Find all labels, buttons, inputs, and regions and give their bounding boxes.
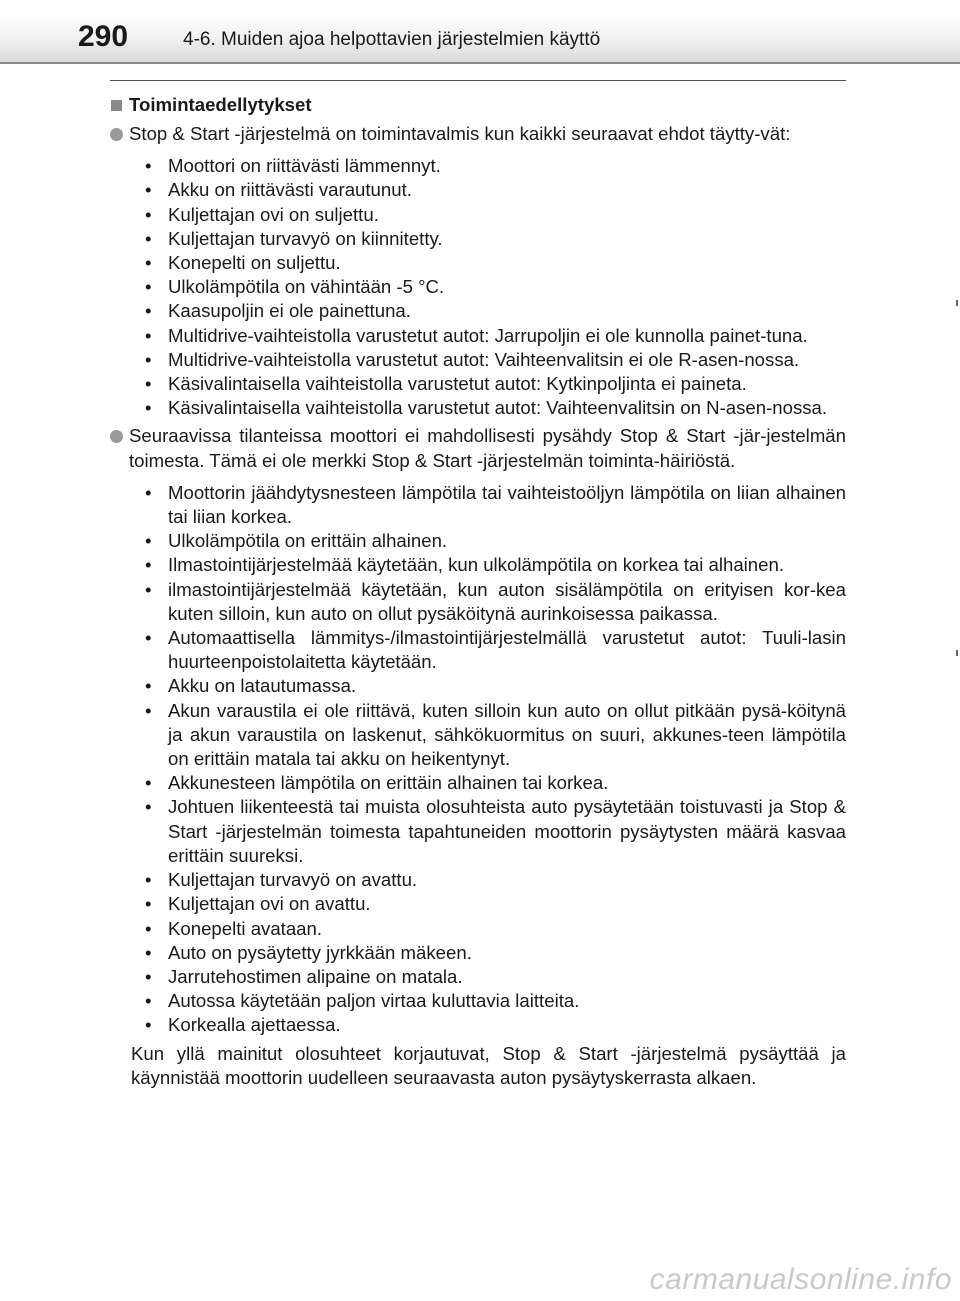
square-bullet-icon [111,100,122,111]
list-item: • Moottori on riittävästi lämmennyt. [131,154,846,178]
page-header [0,0,960,64]
list-item: • Moottorin jäähdytysnesteen lämpötila tai vaihteistoöljyn lämpötila on liian alhainen tai liian korkea. [131,481,846,529]
condition-item-2-text: Seuraavissa tilanteissa moottori ei mahdollisesti pysähdy Stop & Start -jär-jestelmän toimesta. Tämä ei ole merkki Stop & Start -järjestelmän toiminta-häiriöstä. [129,425,846,471]
list-item: • Kaasupoljin ei ole painettuna. [131,299,846,323]
header-divider [0,62,960,64]
edge-mark [956,650,958,656]
list-item: • Ulkolämpötila on erittäin alhainen. [131,529,846,553]
list-item: • Käsivalintaisella vaihteistolla varustetut autot: Kytkinpoljinta ei paineta. [131,372,846,396]
list-item: • Jarrutehostimen alipaine on matala. [131,965,846,989]
watermark: carmanualsonline.info [649,1263,952,1296]
list-item: • Kuljettajan turvavyö on kiinnitetty. [131,227,846,251]
list-item: • Akun varaustila ei ole riittävä, kuten silloin kun auto on ollut pitkään pysä-köitynä ja akun varaustila on laskenut, sähkökuormitus on suuri, akkunes-teen lämpötila on erittäin matala tai akku on heikentynyt. [131,699,846,772]
subheading-text: Toimintaedellytykset [129,93,312,115]
closing-paragraph: Kun yllä mainitut olosuhteet korjautuvat, Stop & Start -järjestelmä pysäyttää ja käynnistää moottorin uudelleen seuraavasta auton pysäytyskerrasta alkaen. [131,1042,846,1088]
page-number: 290 [78,20,129,53]
list-item: • Automaattisella lämmitys-/ilmastointijärjestelmällä varustetut autot: Tuuli-lasin huurteenpoistolaitetta käytetään. [131,626,846,674]
section-title: 4-6. Muiden ajoa helpottavien järjestelmien käyttö [183,29,601,50]
list-item: • Ilmastointijärjestelmää käytetään, kun ulkolämpötila on korkea tai alhainen. [131,553,846,577]
content-top-rule [110,80,846,81]
circle-bullet-icon [110,128,123,141]
exception-list [110,481,846,1038]
condition-item-1-text: Stop & Start -järjestelmä on toimintavalmis kun kaikki seuraavat ehdot täytty-vät: [129,123,791,144]
list-item: • Konepelti on suljettu. [131,251,846,275]
subheading [110,92,846,118]
list-item: • Käsivalintaisella vaihteistolla varustetut autot: Vaihteenvalitsin on N-asen-nossa. [131,396,846,420]
list-item: • Korkealla ajettaessa. [131,1013,846,1037]
list-item: • Akkunesteen lämpötila on erittäin alhainen tai korkea. [131,771,846,795]
list-item: • Multidrive-vaihteistolla varustetut autot: Vaihteenvalitsin ei ole R-asen-nossa. [131,348,846,372]
edge-mark [956,300,958,306]
page-content [110,92,846,1090]
list-item: • Ulkolämpötila on vähintään -5 °C. [131,275,846,299]
list-item: • Autossa käytetään paljon virtaa kuluttavia laitteita. [131,989,846,1013]
list-item: • Multidrive-vaihteistolla varustetut autot: Jarrupoljin ei ole kunnolla painet-tuna. [131,324,846,348]
list-item: • Konepelti avataan. [131,917,846,941]
circle-bullet-icon [110,430,123,443]
requirement-list [110,154,846,420]
condition-item-2 [110,424,846,472]
list-item: • ilmastointijärjestelmää käytetään, kun auton sisälämpötila on erityisen kor-kea kuten silloin, kun auto on ollut pysäköitynä aurinkoisessa paikassa. [131,578,846,626]
list-item: • Auto on pysäytetty jyrkkään mäkeen. [131,941,846,965]
list-item: • Akku on riittävästi varautunut. [131,178,846,202]
list-item: • Kuljettajan turvavyö on avattu. [131,868,846,892]
list-item: • Kuljettajan ovi on avattu. [131,892,846,916]
list-item: • Johtuen liikenteestä tai muista olosuhteista auto pysäytetään toistuvasti ja Stop & Start -järjestelmän toimesta tapahtuneiden moottorin pysäytysten määrä kasvaa erittäin suureksi. [131,795,846,868]
list-item: • Akku on latautumassa. [131,674,846,698]
list-item: • Kuljettajan ovi on suljettu. [131,203,846,227]
condition-item-1 [110,122,846,146]
